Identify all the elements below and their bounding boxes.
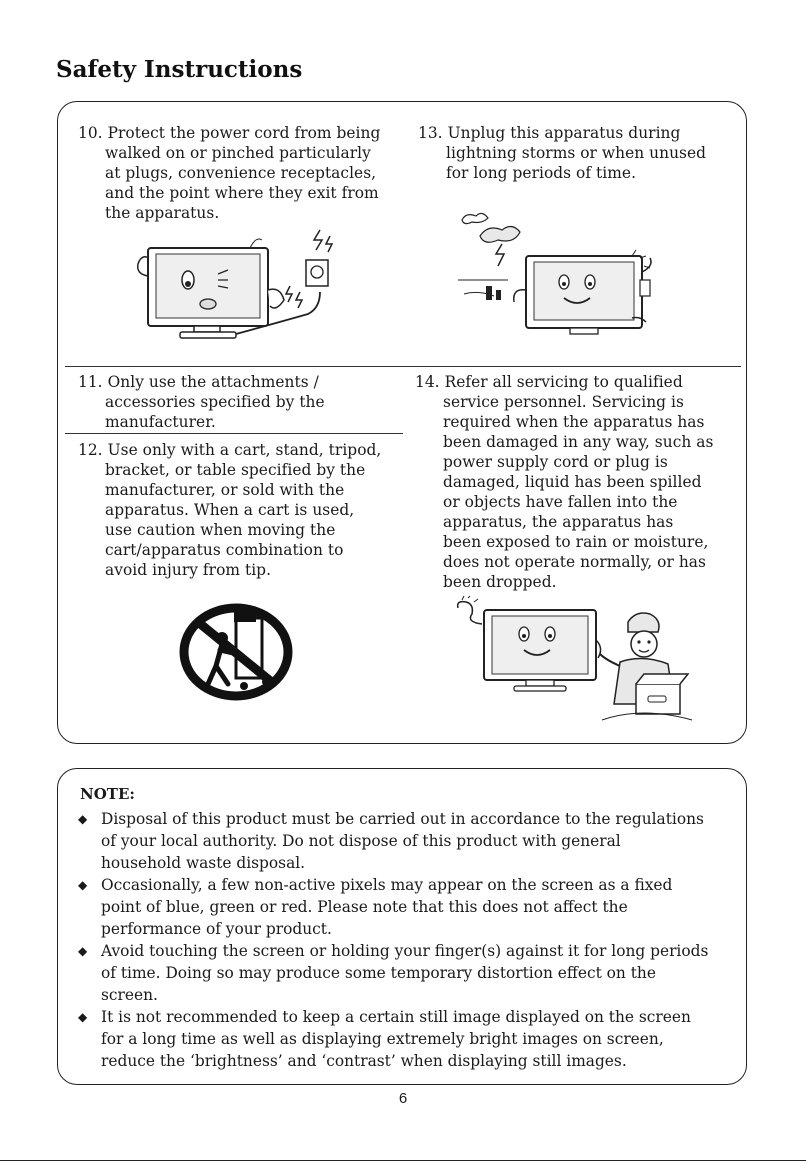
note-text-line: of time. Doing so may produce some temporary distortion effect on the <box>101 964 656 982</box>
note-bullet <box>78 1006 738 1072</box>
note-text-line: for a long time as well as displaying extremely bright images on screen, <box>101 1030 664 1048</box>
diamond-bullet-icon: ◆ <box>78 878 88 892</box>
item-text-line: cart/apparatus combination to <box>105 541 344 559</box>
item-text-line: damaged, liquid has been spilled <box>443 473 702 491</box>
note-title: NOTE: <box>80 785 135 803</box>
item-number: 13. <box>418 124 443 142</box>
item-text-line: required when the apparatus has <box>443 413 705 431</box>
note-bullet <box>78 874 738 940</box>
item-text-line: walked on or pinched particularly <box>105 144 371 162</box>
note-text-line: of your local authority. Do not dispose of this product with general <box>101 832 621 850</box>
item-number: 12. <box>78 441 103 459</box>
note-bullet <box>78 940 738 1006</box>
item-text-line: apparatus. When a cart is used, <box>105 501 355 519</box>
instruction-item-13 <box>418 123 738 183</box>
item-text-line: Use only with a cart, stand, tripod, <box>107 441 382 459</box>
note-text-line: Occasionally, a few non-active pixels may appear on the screen as a fixed <box>101 876 673 894</box>
note-text-line: point of blue, green or red. Please note that this does not affect the <box>101 898 628 916</box>
item-text-line: power supply cord or plug is <box>443 453 668 471</box>
item-divider <box>65 433 403 434</box>
note-text-line: It is not recommended to keep a certain still image displayed on the screen <box>101 1008 691 1026</box>
diamond-bullet-icon: ◆ <box>78 812 88 826</box>
item-text-line: been dropped. <box>443 573 557 591</box>
instruction-item-11 <box>78 372 403 432</box>
item-text-line: accessories specified by the <box>105 393 325 411</box>
technician-service-illustration <box>452 596 700 728</box>
note-bullet <box>78 808 738 874</box>
page-number: 6 <box>398 1090 408 1107</box>
item-text-line: lightning storms or when unused <box>446 144 707 162</box>
note-text-line: reduce the ‘brightness’ and ‘contrast’ when displaying still images. <box>101 1052 627 1070</box>
page-title: Safety Instructions <box>56 56 303 83</box>
item-text-line: at plugs, convenience receptacles, <box>105 164 377 182</box>
item-text-line: apparatus, the apparatus has <box>443 513 674 531</box>
instruction-item-10 <box>78 123 408 223</box>
note-text-line: household waste disposal. <box>101 854 306 872</box>
item-text-line: avoid injury from tip. <box>105 561 272 579</box>
note-text-line: performance of your product. <box>101 920 332 938</box>
item-text-line: and the point where they exit from <box>105 184 379 202</box>
item-text-line: manufacturer, or sold with the <box>105 481 345 499</box>
instruction-item-12 <box>78 440 403 580</box>
item-text-line: does not operate normally, or has <box>443 553 706 571</box>
item-text-line: Unplug this apparatus during <box>447 124 681 142</box>
item-text-line: manufacturer. <box>105 413 216 431</box>
item-text-line: been damaged in any way, such as <box>443 433 714 451</box>
note-text-line: Disposal of this product must be carried out in accordance to the regulations <box>101 810 704 828</box>
item-number: 10. <box>78 124 103 142</box>
item-text-line: bracket, or table specified by the <box>105 461 366 479</box>
cart-tip-warning-icon <box>178 604 294 700</box>
item-number: 11. <box>78 373 103 391</box>
item-text-line: or objects have fallen into the <box>443 493 678 511</box>
sad-tv-cord-illustration <box>130 230 350 345</box>
item-number: 14. <box>415 373 440 391</box>
item-text-line: the apparatus. <box>105 204 220 222</box>
item-text-line: Only use the attachments / <box>107 373 319 391</box>
bottom-rule <box>0 1160 806 1161</box>
section-divider <box>65 366 741 367</box>
note-text-line: Avoid touching the screen or holding your finger(s) against it for long periods <box>101 942 709 960</box>
diamond-bullet-icon: ◆ <box>78 944 88 958</box>
item-text-line: Protect the power cord from being <box>107 124 381 142</box>
instruction-item-14 <box>415 372 740 592</box>
item-text-line: Refer all servicing to qualified <box>444 373 683 391</box>
item-text-line: use caution when moving the <box>105 521 336 539</box>
diamond-bullet-icon: ◆ <box>78 1010 88 1024</box>
unplug-lightning-illustration <box>458 210 668 340</box>
note-text-line: screen. <box>101 986 158 1004</box>
item-text-line: been exposed to rain or moisture, <box>443 533 709 551</box>
item-text-line: for long periods of time. <box>446 164 637 182</box>
item-text-line: service personnel. Servicing is <box>443 393 684 411</box>
